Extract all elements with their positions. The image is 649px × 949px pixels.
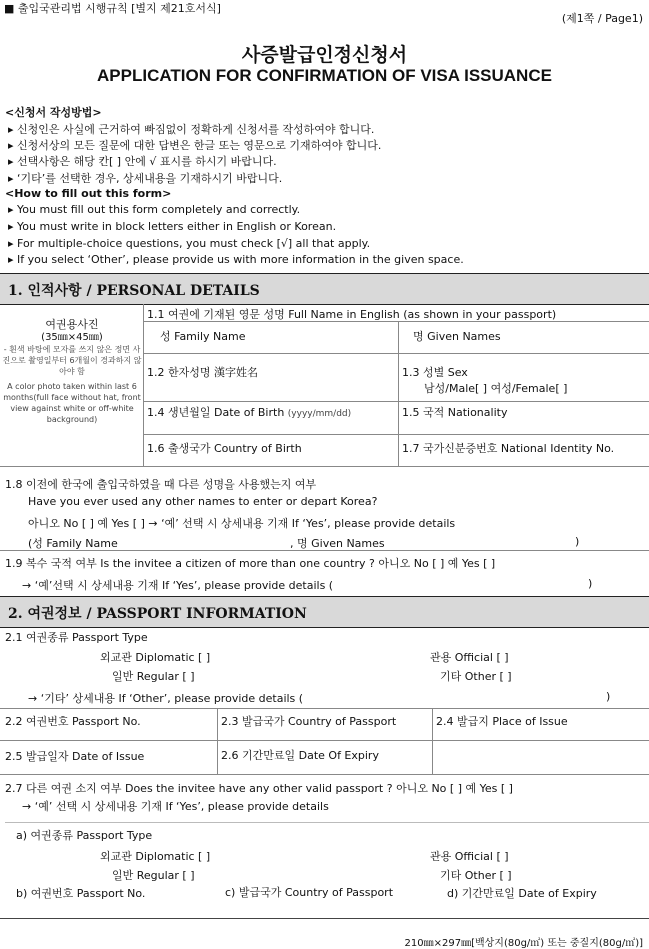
place-of-issue-field[interactable]: 2.4 발급지 Place of Issue bbox=[436, 715, 568, 728]
chinese-name-field[interactable]: 1.2 한자성명 漢字姓名 bbox=[147, 366, 258, 379]
passport-type-label: 2.1 여권종류 Passport Type bbox=[5, 631, 148, 644]
photo-placeholder bbox=[2, 318, 142, 425]
instruction-en-item: ▸ If you select ‘Other’, please provide us with more information in the given space. bbox=[8, 253, 464, 266]
section-personal-details bbox=[0, 273, 649, 305]
divider bbox=[0, 708, 649, 709]
paper-spec-footer: 210㎜×297㎜[백상지(80g/㎡) 또는 중질지(80g/㎡)] bbox=[404, 938, 643, 949]
section-title: 1. 인적사항 / PERSONAL DETAILS bbox=[8, 283, 260, 299]
divider bbox=[0, 466, 649, 467]
sub-passport-country-field[interactable]: c) 발급국가 Country of Passport bbox=[225, 886, 394, 899]
sub-passport-number-field[interactable]: b) 여권번호 Passport No. bbox=[16, 887, 146, 900]
other-given-names-field[interactable]: , 명 Given Names bbox=[290, 537, 385, 550]
sub-other-checkbox[interactable]: 기타 Other [ ] bbox=[440, 869, 512, 882]
bracket-close: ) bbox=[606, 690, 611, 703]
regular-checkbox[interactable]: 일반 Regular [ ] bbox=[112, 670, 195, 683]
bracket-close: ) bbox=[575, 535, 580, 548]
official-checkbox[interactable]: 관용 Official [ ] bbox=[430, 651, 509, 664]
other-checkbox[interactable]: 기타 Other [ ] bbox=[440, 670, 512, 683]
sex-checkboxes[interactable]: 남성/Male[ ] 여성/Female[ ] bbox=[424, 382, 568, 395]
instruction-ko-item: ▸ 신청인은 사실에 근거하여 빠짐없이 정확하게 신청서를 작성하여야 합니다. bbox=[8, 123, 375, 136]
nationality-field[interactable]: 1.5 국적 Nationality bbox=[402, 406, 508, 419]
family-name-field[interactable]: 성 Family Name bbox=[160, 330, 246, 343]
section-passport-information bbox=[0, 596, 649, 628]
divider bbox=[143, 353, 649, 354]
sub-diplomatic-checkbox[interactable]: 외교관 Diplomatic [ ] bbox=[100, 850, 211, 863]
date-of-birth-field[interactable] bbox=[147, 404, 351, 420]
passport-number-field[interactable]: 2.2 여권번호 Passport No. bbox=[5, 715, 141, 728]
divider bbox=[143, 304, 144, 466]
date-of-expiry-field[interactable]: 2.6 기간만료일 Date Of Expiry bbox=[221, 749, 379, 762]
given-names-field[interactable]: 명 Given Names bbox=[413, 330, 501, 343]
other-names-options[interactable]: 아니오 No [ ] 예 Yes [ ] → ‘예’ 선택 시 상세내용 기재 If ‘Yes’, please provide details bbox=[28, 517, 456, 530]
divider bbox=[398, 321, 399, 466]
instruction-en-item: ▸ For multiple-choice questions, you must check [√] all that apply. bbox=[8, 237, 371, 250]
diplomatic-checkbox[interactable]: 외교관 Diplomatic [ ] bbox=[100, 651, 211, 664]
instruction-en-item: ▸ You must fill out this form completely and correctly. bbox=[8, 203, 301, 216]
instructions-en-heading: <How to fill out this form> bbox=[5, 187, 172, 200]
dob-label: 1.4 생년월일 Date of Birth bbox=[147, 406, 285, 419]
photo-size: (35㎜×45㎜) bbox=[41, 332, 103, 343]
divider bbox=[0, 740, 649, 741]
photo-title: 여권용사진 bbox=[45, 318, 99, 331]
divider bbox=[5, 822, 649, 823]
sub-official-checkbox[interactable]: 관용 Official [ ] bbox=[430, 850, 509, 863]
title-korean: 사증발급인정신청서 bbox=[241, 44, 408, 66]
other-names-question: 1.8 이전에 한국에 출입국하였을 때 다른 성명을 사용했는지 여부 bbox=[5, 478, 317, 491]
sub-expiry-field[interactable]: d) 기간만료일 Date of Expiry bbox=[447, 887, 597, 900]
instruction-en-item: ▸ You must write in block letters either in English or Korean. bbox=[8, 220, 337, 233]
footer-divider bbox=[0, 918, 649, 919]
instructions-ko-heading: <신청서 작성방법> bbox=[5, 106, 102, 119]
other-type-details[interactable]: → ‘기타’ 상세내용 If ‘Other’, please provide details ( bbox=[28, 692, 304, 705]
law-reference: ■ 출입국관리법 시행규칙 [별지 제21호서식] bbox=[4, 2, 221, 15]
divider bbox=[143, 401, 649, 402]
dual-citizenship-question[interactable]: 1.9 복수 국적 여부 Is the invitee a citizen of more than one country ? 아니오 No [ ] 예 Yes [ ] bbox=[5, 557, 496, 570]
page-number: (제1쪽 / Page1) bbox=[561, 12, 643, 25]
sub-passport-type-label: a) 여권종류 Passport Type bbox=[16, 829, 153, 842]
date-of-issue-field[interactable]: 2.5 발급일자 Date of Issue bbox=[5, 750, 145, 763]
passport-country-field[interactable]: 2.3 발급국가 Country of Passport bbox=[221, 715, 397, 728]
instruction-ko-item: ▸ 선택사항은 해당 칸[ ] 안에 √ 표시를 하시기 바랍니다. bbox=[8, 155, 277, 168]
divider bbox=[0, 774, 649, 775]
other-family-name-field[interactable]: (성 Family Name bbox=[28, 537, 118, 550]
photo-note-ko: - 흰색 바탕에 모자를 쓰지 않은 정면 사진으로 촬영일부터 6개월이 경과하지 않아야 함 bbox=[2, 345, 142, 376]
national-id-field[interactable]: 1.7 국가신분증번호 National Identity No. bbox=[402, 442, 615, 455]
country-of-birth-field[interactable]: 1.6 출생국가 Country of Birth bbox=[147, 442, 302, 455]
divider bbox=[143, 434, 649, 435]
divider bbox=[217, 708, 218, 774]
title-english: APPLICATION FOR CONFIRMATION OF VISA ISSUANCE bbox=[97, 66, 552, 85]
sub-regular-checkbox[interactable]: 일반 Regular [ ] bbox=[112, 869, 195, 882]
instruction-ko-item: ▸ 신청서상의 모든 질문에 대한 답변은 한글 또는 영문으로 기재하여야 합니다. bbox=[8, 139, 382, 152]
sex-label: 1.3 성별 Sex bbox=[402, 366, 468, 379]
instruction-ko-item: ▸ ‘기타’를 선택한 경우, 상세내용을 기재하시기 바랍니다. bbox=[8, 172, 283, 185]
divider bbox=[432, 708, 433, 774]
other-passport-details: → ‘예’ 선택 시 상세내용 기재 If ‘Yes’, please provide details bbox=[22, 800, 329, 813]
other-passport-question[interactable]: 2.7 다른 여권 소지 여부 Does the invitee have any other valid passport ? 아니오 No [ ] 예 Yes [ ] bbox=[5, 782, 513, 795]
section-title: 2. 여권정보 / PASSPORT INFORMATION bbox=[8, 606, 307, 622]
dual-citizenship-details[interactable]: → ‘예’선택 시 상세내용 기재 If ‘Yes’, please provide details ( bbox=[22, 579, 334, 592]
bracket-close: ) bbox=[588, 577, 593, 590]
field-full-name-label: 1.1 여권에 기재된 영문 성명 Full Name in English (as shown in your passport) bbox=[147, 308, 557, 321]
other-names-question-en: Have you ever used any other names to enter or depart Korea? bbox=[28, 495, 378, 508]
dob-format: (yyyy/mm/dd) bbox=[287, 409, 352, 419]
photo-note-en: A color photo taken within last 6 months(full face without hat, front view against white or off-white background) bbox=[3, 382, 141, 424]
